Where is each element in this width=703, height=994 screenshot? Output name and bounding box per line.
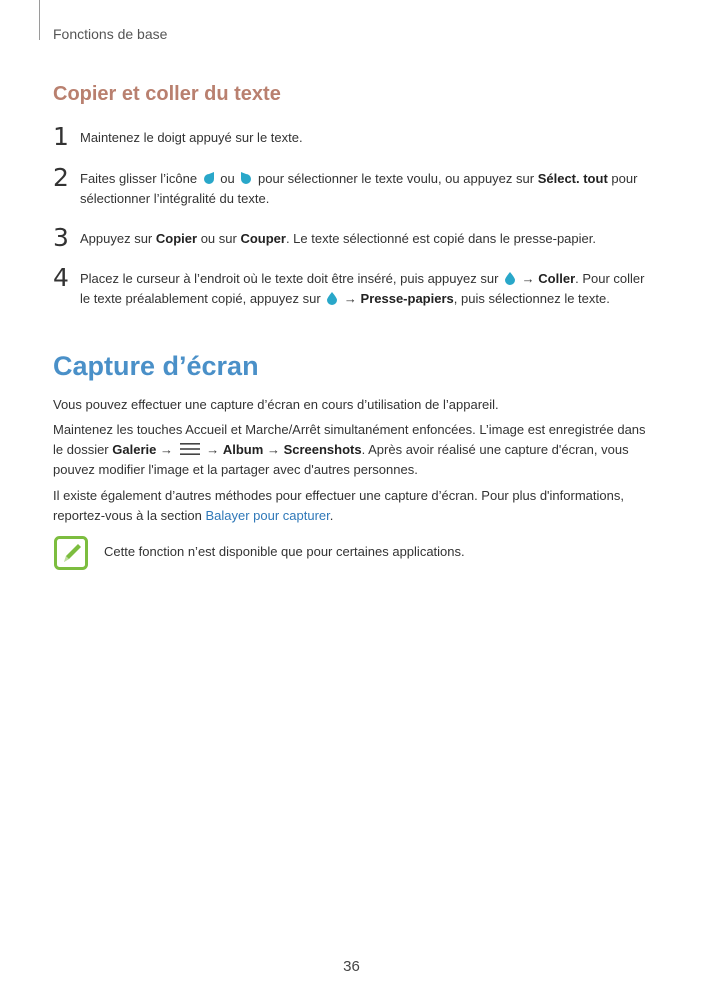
step-3-text-c: . Le texte sélectionné est copié dans le presse-papier. (285, 231, 596, 246)
note-text: Cette fonction n’est disponible que pour certaines applications. (104, 544, 465, 559)
step-4 (53, 263, 653, 309)
gallery-label: Galerie (112, 442, 157, 457)
arrow: → (343, 291, 357, 306)
copy-label: Copier (155, 231, 198, 246)
album-label: Album (222, 442, 264, 457)
instructions-text-b: . Après avoir réalisé une capture d'écran, vous pouvez modifier l'image et la partager avec d'autres personnes. (53, 442, 629, 477)
arrow: → (206, 442, 220, 457)
paste-label: Coller (538, 271, 576, 286)
step-text (80, 269, 653, 309)
select-all-label: Sélect. tout (537, 171, 608, 186)
screenshot-heading: Capture d’écran (53, 351, 259, 381)
screenshot-intro: Vous pouvez effectuer une capture d’écran en cours d’utilisation de l’appareil. (53, 397, 499, 412)
menu-icon (180, 443, 200, 455)
swipe-capture-link[interactable]: Balayer pour capturer (205, 508, 330, 523)
step-2-text-a: Faites glisser l’icône (80, 171, 198, 186)
arrow: → (159, 442, 173, 457)
step-number: 4 (53, 263, 69, 292)
step-2-text-b: pour sélectionner le texte voulu, ou appuyez sur (258, 171, 535, 186)
note-pen-icon (54, 536, 88, 570)
cursor-drop-icon (326, 291, 338, 305)
step-3-text-b: ou sur (200, 231, 237, 246)
right-handle-drop-icon (240, 171, 252, 185)
more-info-period: . (329, 508, 334, 523)
arrow: → (521, 271, 535, 286)
step-2-text-or: ou (220, 171, 235, 186)
cut-label: Couper (240, 231, 286, 246)
header-rule (39, 0, 40, 40)
left-handle-drop-icon (203, 171, 215, 185)
step-number: 1 (53, 122, 69, 151)
step-text (80, 128, 653, 148)
step-3 (53, 223, 653, 252)
page-header: Fonctions de base (53, 26, 168, 42)
screenshot-more-info (53, 486, 653, 526)
page-number: 36 (343, 958, 360, 975)
arrow: → (266, 442, 280, 457)
step-4-text-a: Placez le curseur à l’endroit où le texte doit être inséré, puis appuyez sur (80, 271, 499, 286)
step-1-text: Maintenez le doigt appuyé sur le texte. (80, 130, 303, 145)
step-text (80, 229, 653, 249)
cursor-drop-icon (504, 271, 516, 285)
step-2-text-c: pour sélectionner l’intégralité du texte. (80, 171, 638, 206)
instructions-text-a: Maintenez les touches Accueil et Marche/Arrêt simultanément enfoncées. L’image est enregistrée dans le dossier (53, 422, 646, 457)
step-number: 2 (53, 163, 69, 192)
step-2 (53, 163, 653, 209)
screenshot-instructions (53, 420, 653, 480)
copy-paste-heading: Copier et coller du texte (53, 83, 281, 105)
step-1 (53, 122, 653, 151)
step-4-text-b: . Pour coller le texte préalablement copié, appuyez sur (80, 271, 645, 306)
clipboard-label: Presse-papiers (360, 291, 454, 306)
step-number: 3 (53, 223, 69, 252)
step-3-text-a: Appuyez sur (80, 231, 153, 246)
step-4-text-c: , puis sélectionnez le texte. (453, 291, 610, 306)
screenshots-label: Screenshots (283, 442, 362, 457)
more-info-text: Il existe également d’autres méthodes pour effectuer une capture d’écran. Pour plus d'informations, reportez-vous à la section (53, 488, 624, 523)
step-text (80, 169, 653, 209)
